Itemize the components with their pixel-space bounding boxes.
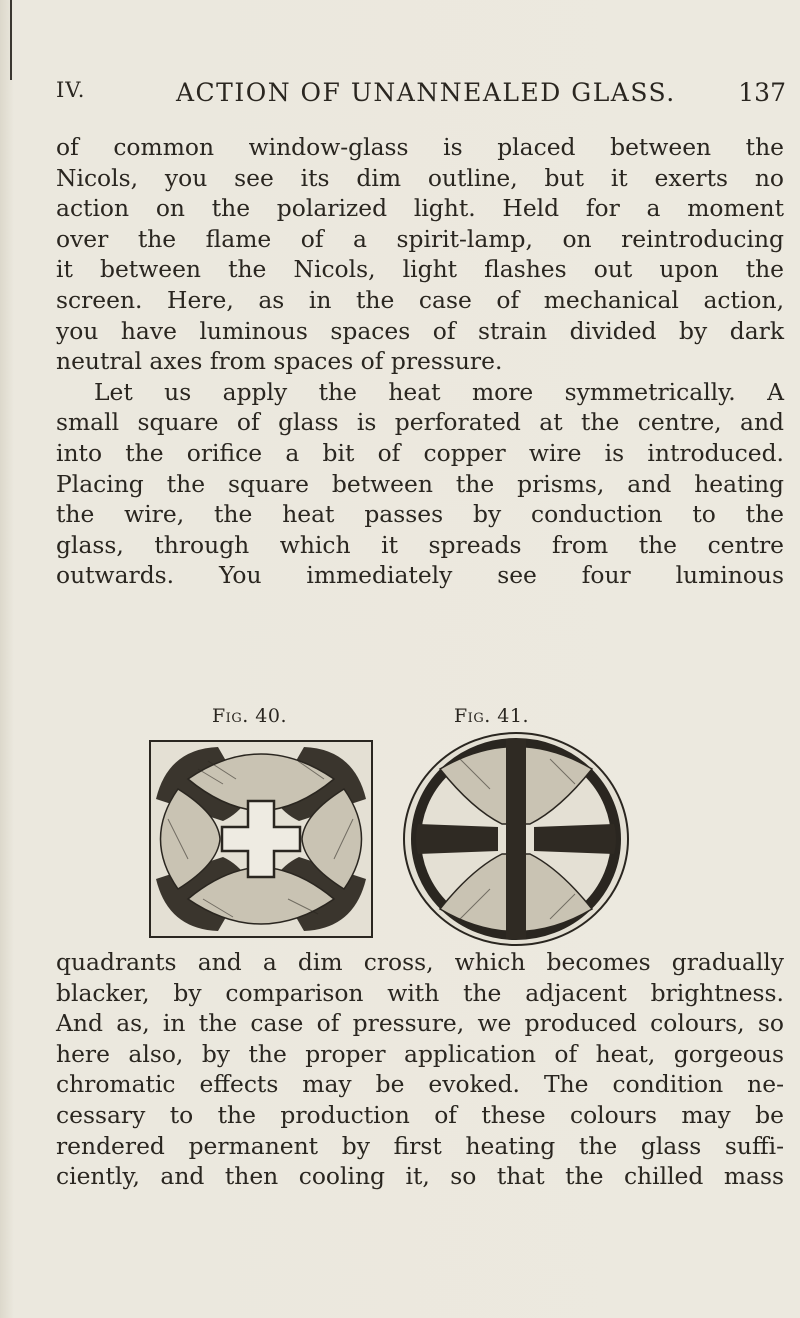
text-line: of common window-glass is placed between the: [56, 133, 784, 161]
text-line: glass, through which it spreads from the centre: [56, 530, 784, 559]
running-header: [56, 78, 786, 118]
text-line: quadrants and a dim cross, which becomes gradually: [56, 948, 784, 976]
figure-41-circular-glass-cross: [400, 729, 632, 949]
text-line: into the orifice a bit of copper wire is introduced.: [56, 438, 784, 467]
body-text-top: [56, 132, 784, 591]
text-line: Placing the square between the prisms, and heating: [56, 469, 784, 498]
text-line: you have luminous spaces of strain divided by dark: [56, 316, 784, 345]
text-line: here also, by the proper application of heat, gorgeous: [56, 1039, 784, 1068]
text-line: cessary to the production of these colours may be: [56, 1100, 784, 1129]
figure-40-caption: Fig. 40.: [212, 705, 287, 727]
text-line: And as, in the case of pressure, we produced colours, so: [56, 1009, 784, 1038]
page-edge-line: [10, 0, 12, 80]
page-number: 137: [738, 78, 786, 107]
body-text-bottom: [56, 947, 784, 1192]
running-title: ACTION OF UNANNEALED GLASS.: [176, 78, 676, 107]
text-line: rendered permanent by first heating the glass suffi-: [56, 1131, 784, 1160]
text-line: chromatic effects may be evoked. The condition ne-: [56, 1070, 784, 1099]
text-line: screen. Here, as in the case of mechanical action,: [56, 285, 784, 314]
text-line: Nicols, you see its dim outline, but it exerts no: [56, 163, 784, 192]
text-line: action on the polarized light. Held for a moment: [56, 194, 784, 223]
text-line: the wire, the heat passes by conduction to the: [56, 500, 784, 529]
figures: [56, 705, 784, 945]
figure-41-caption: Fig. 41.: [454, 705, 529, 727]
text-line: outwards. You immediately see four luminous: [56, 561, 784, 590]
text-line: Let us apply the heat more symmetrically. A: [94, 377, 784, 406]
text-line: blacker, by comparison with the adjacent brightness.: [56, 978, 784, 1007]
text-line: it between the Nicols, light flashes out upon the: [56, 255, 784, 284]
chapter-number: IV.: [56, 78, 86, 102]
text-line: over the flame of a spirit-lamp, on reintroducing: [56, 224, 784, 253]
text-line: small square of glass is perforated at the centre, and: [56, 408, 784, 437]
text-line: ciently, and then cooling it, so that the chilled mass: [56, 1162, 784, 1191]
text-line: neutral axes from spaces of pressure.: [56, 347, 503, 376]
figure-40-square-glass-cross: [148, 739, 374, 939]
